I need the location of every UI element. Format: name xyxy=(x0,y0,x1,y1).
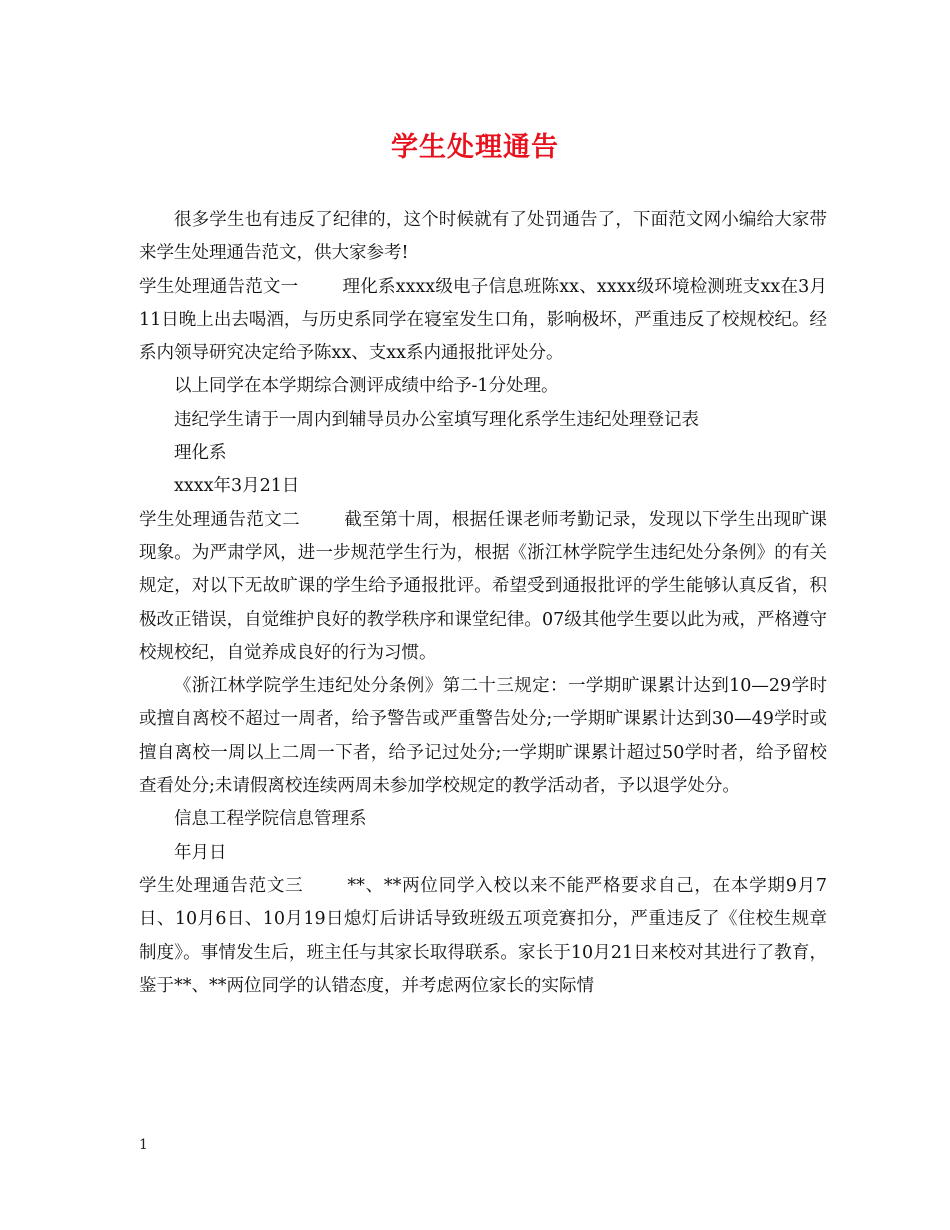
sample2-paragraph xyxy=(139,504,827,670)
sample2-text: 截至第十周，根据任课老师考勤记录，发现以下学生出现旷课现象。为严肃学风，进一步规范学生行为，根据《浙江林学院学生违纪处分条例》的有关规定，对以下无故旷课的学生给予通报批评。希望受到通报批评的学生能够认真反省，积极改正错误，自觉维护良好的教学秩序和课堂纪律。07级其他学生要以此为戒，严格遵守校规校纪，自觉养成良好的行为习惯。 xyxy=(139,509,827,663)
sample2-heading: 学生处理通告范文二 xyxy=(139,509,300,530)
sample2-signature: 信息工程学院信息管理系 xyxy=(174,809,367,830)
sample1-signature: 理化系 xyxy=(174,443,227,464)
document-body xyxy=(139,204,827,1003)
sample2-date: 年月日 xyxy=(174,842,227,863)
sample1-heading: 学生处理通告范文一 xyxy=(139,276,299,297)
document-title: 学生处理通告 xyxy=(391,132,559,163)
sample1-line2: 以上同学在本学期综合测评成绩中给予-1分处理。 xyxy=(174,376,559,397)
sample1-text: 理化系xxxx级电子信息班陈xx、xxxx级环境检测班支xx在3月11日晚上出去喝酒，与历史系同学在寝室发生口角，影响极坏，严重违反了校规校纪。经系内领导研究决定给予陈xx、支xx系内通报批评处分。 xyxy=(139,276,827,364)
sample2-rule: 《浙江林学院学生违纪处分条例》第二十三规定：一学期旷课累计达到10—29学时或擅自离校不超过一周者，给予警告或严重警告处分;一学期旷课累计达到30—49学时或擅自离校一周以上二周一下者，给予记过处分;一学期旷课累计超过50学时者，给予留校查看处分;未请假离校连续两周未参加学校规定的教学活动者，予以退学处分。 xyxy=(139,676,827,797)
sample3-paragraph xyxy=(139,870,827,1003)
page-number: 1 xyxy=(139,1137,148,1153)
intro-paragraph: 很多学生也有违反了纪律的，这个时候就有了处罚通告了，下面范文网小编给大家带来学生处理通告范文，供大家参考! xyxy=(139,210,827,264)
sample1-line3: 违纪学生请于一周内到辅导员办公室填写理化系学生违纪处理登记表 xyxy=(174,409,699,430)
sample3-heading: 学生处理通告范文三 xyxy=(139,875,304,896)
sample1-paragraph xyxy=(139,271,827,371)
sample3-text: **、**两位同学入校以来不能严格要求自己，在本学期9月7日、10月6日、10月19日熄灯后讲话导致班级五项竞赛扣分，严重违反了《住校生规章制度》。事情发生后，班主任与其家长取得联系。家长于10月21日来校对其进行了教育，鉴于**、**两位同学的认错态度，并考虑两位家长的实际情 xyxy=(139,875,827,996)
sample1-date: xxxx年3月21日 xyxy=(174,476,300,497)
